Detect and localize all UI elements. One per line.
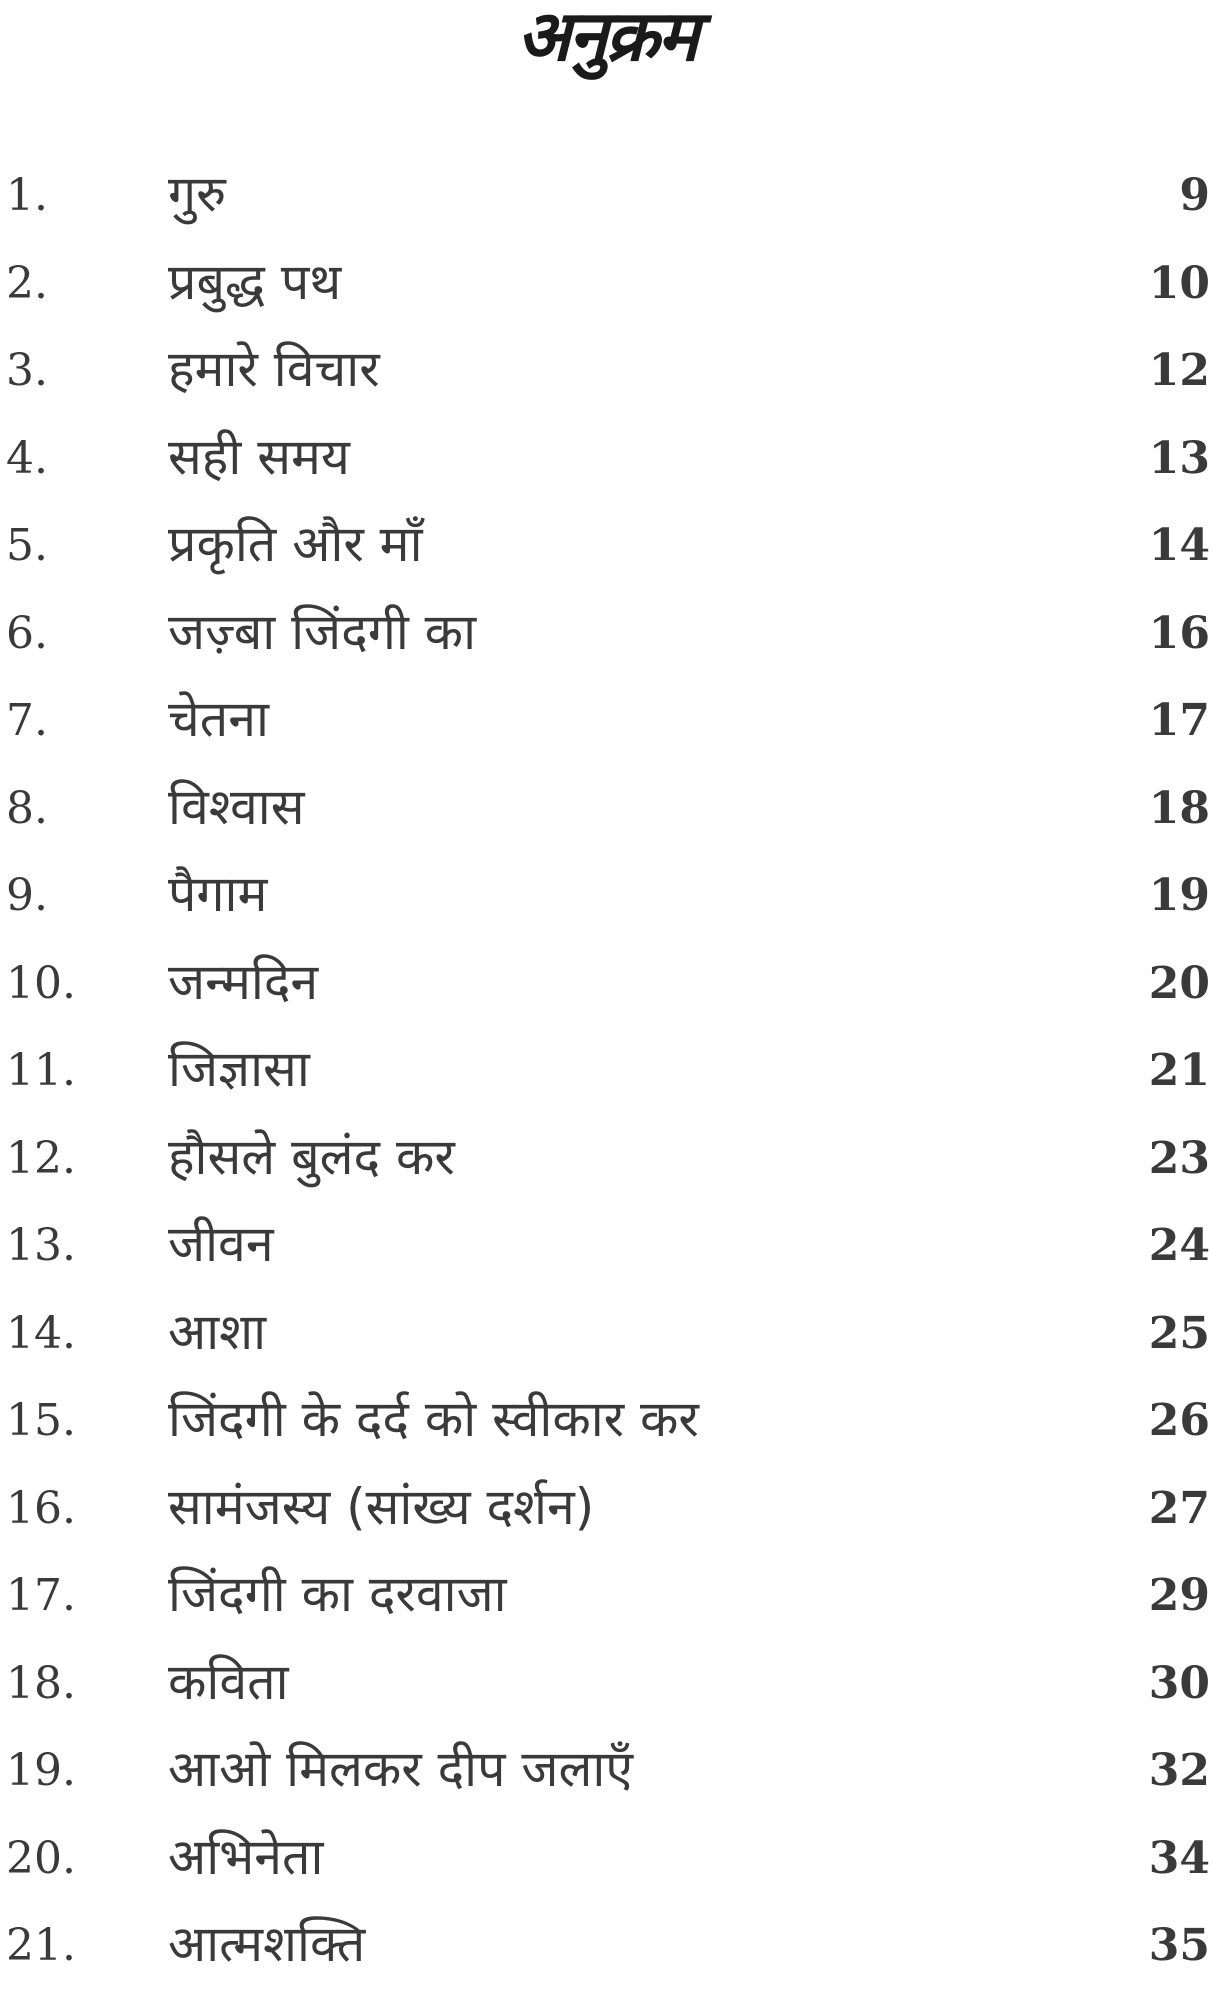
toc-entry-number: 5. (6, 520, 48, 571)
toc-entry[interactable] (0, 165, 1214, 256)
toc-entry-title[interactable]: प्रबुद्ध पथ (168, 252, 342, 311)
toc-entry-number: 13. (6, 1220, 76, 1271)
toc-entry-page: 16 (1148, 607, 1210, 659)
toc-entry[interactable] (0, 1040, 1214, 1131)
toc-entry-number: 10. (6, 957, 76, 1009)
toc-entry-page: 35 (1148, 1920, 1210, 1971)
toc-entry-title[interactable]: पैगाम (168, 865, 268, 923)
toc-entry-page: 26 (1148, 1395, 1210, 1446)
toc-entry-title[interactable]: सामंजस्य (सांख्य दर्शन) (168, 1477, 595, 1536)
toc-entry-number: 1. (6, 170, 48, 221)
toc-entry-page: 29 (1148, 1570, 1210, 1621)
toc-entry[interactable] (0, 1915, 1214, 2006)
toc-entry-title[interactable]: जन्मदिन (168, 952, 319, 1011)
toc-entry[interactable] (0, 1477, 1214, 1569)
toc-entry-title[interactable]: प्रकृति और माँ (168, 515, 423, 573)
toc-entry-title[interactable]: आशा (168, 1302, 267, 1361)
toc-entry[interactable] (0, 1740, 1214, 1831)
toc-entry-page: 23 (1148, 1132, 1210, 1184)
toc-entry-number: 12. (6, 1132, 76, 1184)
toc-entry[interactable] (0, 952, 1214, 1044)
toc-entry-page: 27 (1148, 1482, 1210, 1534)
toc-entry-number: 7. (6, 695, 48, 746)
toc-entry-number: 19. (6, 1745, 76, 1796)
toc-entry-page: 20 (1148, 957, 1210, 1009)
toc-entry-page: 32 (1148, 1745, 1210, 1796)
toc-entry-page: 9 (1179, 170, 1210, 221)
toc-entry-title[interactable]: जिज्ञासा (168, 1040, 310, 1098)
toc-entry[interactable] (0, 1302, 1214, 1394)
toc-entry-number: 15. (6, 1395, 76, 1446)
toc-entry[interactable] (0, 252, 1214, 344)
toc-entry-number: 4. (6, 432, 48, 484)
toc-entry-number: 21. (6, 1920, 76, 1971)
toc-entry-title[interactable]: हौसले बुलंद कर (168, 1127, 455, 1186)
table-of-contents (0, 165, 1214, 2006)
toc-entry-page: 34 (1148, 1832, 1210, 1884)
toc-entry-number: 17. (6, 1570, 76, 1621)
toc-entry-title[interactable]: विश्वास (168, 777, 305, 836)
toc-entry-title[interactable]: गुरु (168, 165, 227, 223)
toc-entry[interactable] (0, 602, 1214, 694)
toc-entry[interactable] (0, 427, 1214, 519)
toc-entry[interactable] (0, 1127, 1214, 1219)
toc-entry-page: 19 (1148, 870, 1210, 921)
toc-entry-title[interactable]: जिंदगी का दरवाजा (168, 1565, 507, 1623)
toc-entry-page: 24 (1148, 1220, 1210, 1271)
toc-entry[interactable] (0, 1565, 1214, 1656)
toc-entry[interactable] (0, 1390, 1214, 1481)
toc-entry-title[interactable]: जिंदगी के दर्द को स्वीकार कर (168, 1390, 699, 1448)
toc-entry-number: 3. (6, 345, 48, 396)
toc-entry-number: 16. (6, 1482, 76, 1534)
toc-entry-title[interactable]: जीवन (168, 1215, 274, 1273)
toc-entry-number: 20. (6, 1832, 76, 1884)
toc-entry-page: 18 (1148, 782, 1210, 834)
toc-entry-title[interactable]: जज़्बा जिंदगी का (168, 602, 477, 661)
toc-entry-number: 8. (6, 782, 48, 834)
toc-entry-title[interactable]: अभिनेता (168, 1827, 324, 1886)
toc-entry-title[interactable]: चेतना (168, 690, 269, 748)
toc-entry-number: 6. (6, 607, 48, 659)
toc-entry[interactable] (0, 340, 1214, 431)
page-title: अनुक्रम (517, 0, 697, 77)
toc-entry-page: 13 (1148, 432, 1210, 484)
toc-entry[interactable] (0, 1652, 1214, 1744)
toc-entry-title[interactable]: आओ मिलकर दीप जलाएँ (168, 1740, 634, 1798)
toc-entry-page: 25 (1148, 1307, 1210, 1359)
toc-entry-page: 12 (1148, 345, 1210, 396)
toc-entry-number: 18. (6, 1657, 76, 1709)
toc-entry-title[interactable]: सही समय (168, 427, 350, 486)
toc-entry[interactable] (0, 865, 1214, 956)
toc-entry-page: 10 (1148, 257, 1210, 309)
toc-entry-title[interactable]: हमारे विचार (168, 340, 380, 398)
toc-entry-page: 17 (1148, 695, 1210, 746)
toc-entry-number: 2. (6, 257, 48, 309)
toc-entry-number: 14. (6, 1307, 76, 1359)
toc-entry-page: 14 (1148, 520, 1210, 571)
toc-entry-number: 11. (6, 1045, 76, 1096)
toc-entry-number: 9. (6, 870, 48, 921)
toc-entry-title[interactable]: आत्मशक्ति (168, 1915, 366, 1973)
toc-entry[interactable] (0, 690, 1214, 781)
toc-entry[interactable] (0, 1215, 1214, 1306)
toc-entry[interactable] (0, 515, 1214, 606)
toc-entry-page: 21 (1148, 1045, 1210, 1096)
toc-entry-page: 30 (1148, 1657, 1210, 1709)
toc-entry[interactable] (0, 1827, 1214, 1919)
toc-entry[interactable] (0, 777, 1214, 869)
toc-entry-title[interactable]: कविता (168, 1652, 289, 1711)
